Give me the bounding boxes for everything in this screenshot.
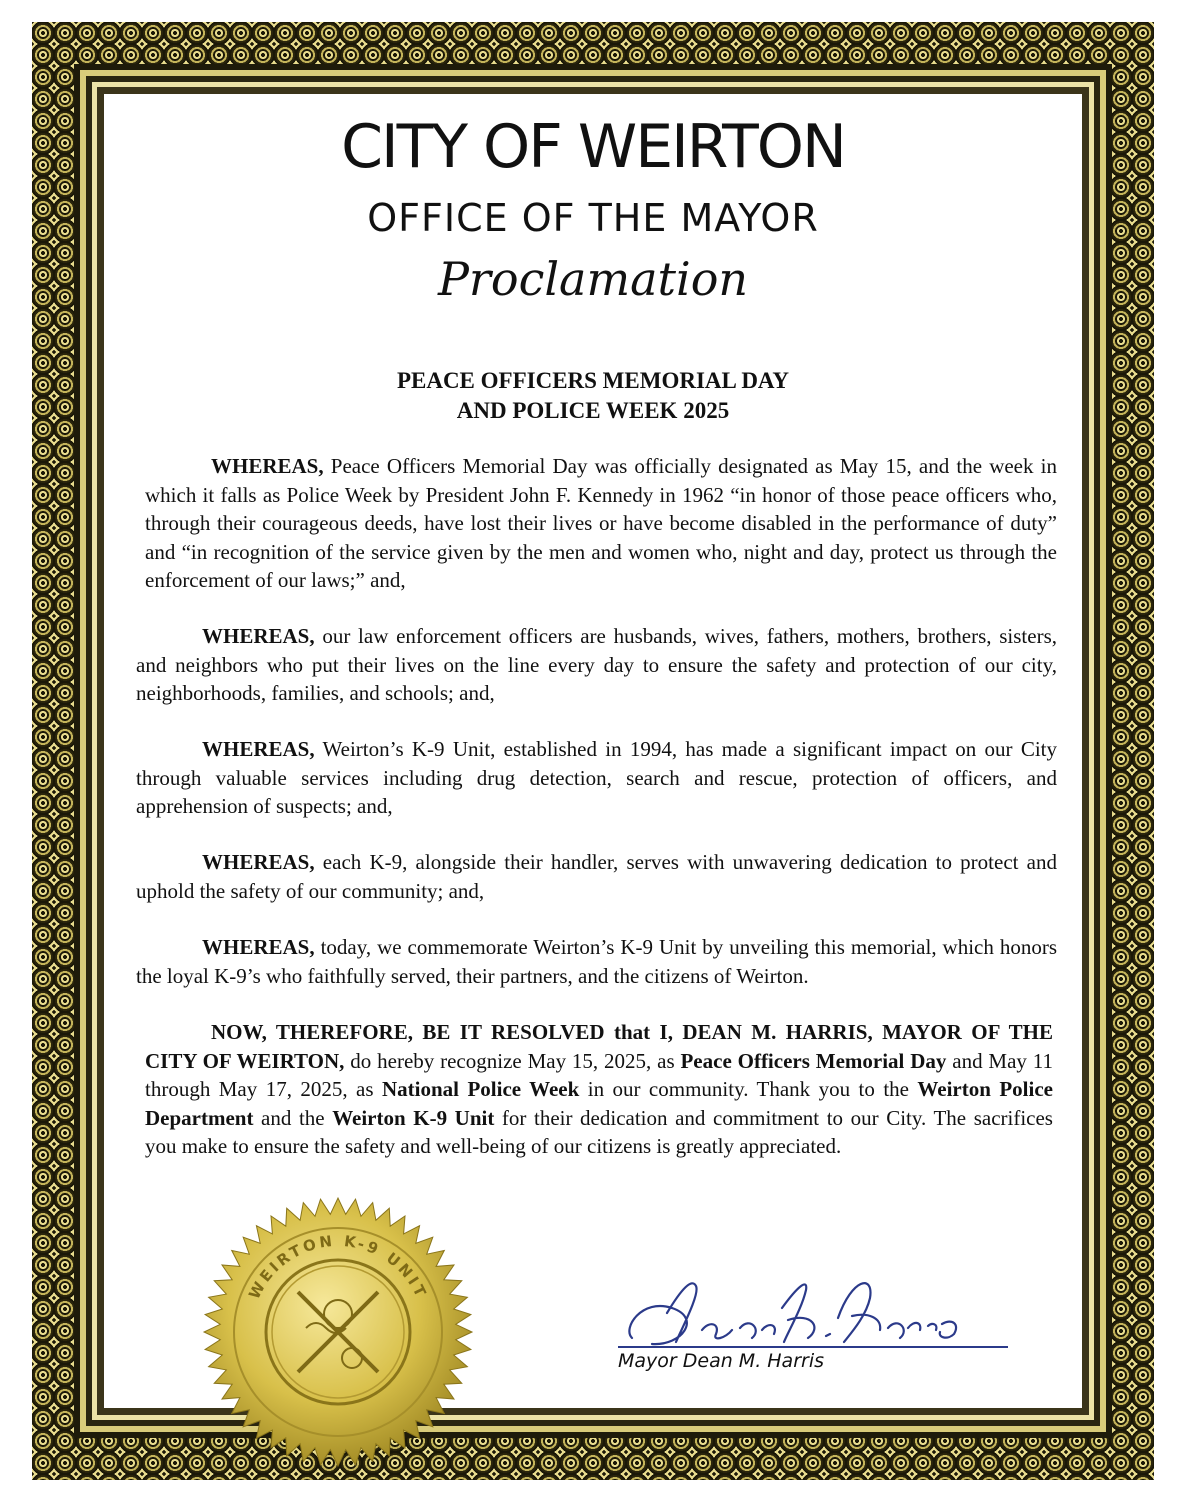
resolution-text: and the — [253, 1105, 333, 1130]
whereas-paragraph-2 — [136, 622, 1057, 708]
mayor-signature — [612, 1268, 1012, 1358]
resolution-bold: Weirton Police Department — [145, 1077, 1053, 1130]
whereas-paragraph-5 — [136, 933, 1057, 990]
gold-embossed-seal — [202, 1196, 474, 1468]
resolution-text: do hereby recognize May 15, 2025, as — [344, 1048, 681, 1073]
signature-line — [618, 1346, 1008, 1348]
resolution-text: for their dedication and commitment to our City. The sacrifices you make to ensure the safety and well-being of our citizens is greatly appreciated. — [145, 1105, 1053, 1158]
whereas-paragraph-1 — [145, 452, 1057, 595]
mayor-printed-name: Mayor Dean M. Harris — [618, 1350, 825, 1372]
proclamation-title-line-1: PEACE OFFICERS MEMORIAL DAY — [396, 368, 790, 393]
resolution-paragraph — [145, 1018, 1053, 1161]
resolution-text: in our community. Thank you to the — [579, 1077, 918, 1101]
city-name-heading: CITY OF WEIRTON — [341, 112, 845, 182]
proclamation-title-line-2: AND POLICE WEEK 2025 — [456, 398, 730, 423]
resolution-bold: Weirton K-9 Unit — [332, 1105, 495, 1130]
resolution-lead: NOW, THEREFORE, BE IT RESOLVED that I, DEAN M. HARRIS, MAYOR OF THE CITY OF WEIRTON, — [145, 1020, 1053, 1073]
signature-ink — [629, 1283, 956, 1344]
whereas-text: our law enforcement officers are husbands, wives, fathers, mothers, brothers, sisters, and neighbors who put their lives on the line every day to ensure the safety and protection of our city, neighborhoods, families, and schools; and, — [136, 624, 1057, 705]
office-heading: OFFICE OF THE MAYOR — [367, 196, 819, 240]
seal-ring-text: WEIRTON K-9 UNIT — [245, 1231, 431, 1302]
resolution-bold: National Police Week — [382, 1077, 580, 1101]
whereas-lead: WHEREAS, — [202, 935, 315, 959]
resolution-text: and May 11 through May 17, 2025, as — [145, 1048, 1053, 1101]
whereas-lead: WHEREAS, — [202, 624, 315, 648]
whereas-text: Peace Officers Memorial Day was officially designated as May 15, and the week in which it falls as Police Week by President John F. Kennedy in 1962 “in honor of those peace officers who, through their courageous deeds, have lost their lives or have become disabled in the performance of duty” and “in recognition of the service given by the men and women who, night and day, protect us through the enforcement of our laws;” and, — [145, 454, 1057, 592]
whereas-lead: WHEREAS, — [202, 850, 315, 874]
whereas-paragraph-3 — [136, 735, 1057, 821]
proclamation-title — [104, 366, 1082, 426]
whereas-text: each K-9, alongside their handler, serves with unwavering dedication to protect and uphold the safety of our community; and, — [136, 850, 1057, 903]
whereas-lead: WHEREAS, — [211, 454, 324, 478]
resolution-bold: Peace Officers Memorial Day — [680, 1048, 947, 1073]
whereas-paragraph-4 — [136, 848, 1057, 905]
whereas-lead: WHEREAS, — [202, 737, 315, 761]
whereas-text: Weirton’s K-9 Unit, established in 1994, has made a significant impact on our City through valuable services including drug detection, search and rescue, protection of officers, and apprehension of suspects; and, — [136, 737, 1057, 818]
whereas-text: today, we commemorate Weirton’s K-9 Unit by unveiling this memorial, which honors the loyal K-9’s who faithfully served, their partners, and the citizens of Weirton. — [136, 935, 1057, 988]
document-type-heading: Proclamation — [437, 252, 749, 306]
